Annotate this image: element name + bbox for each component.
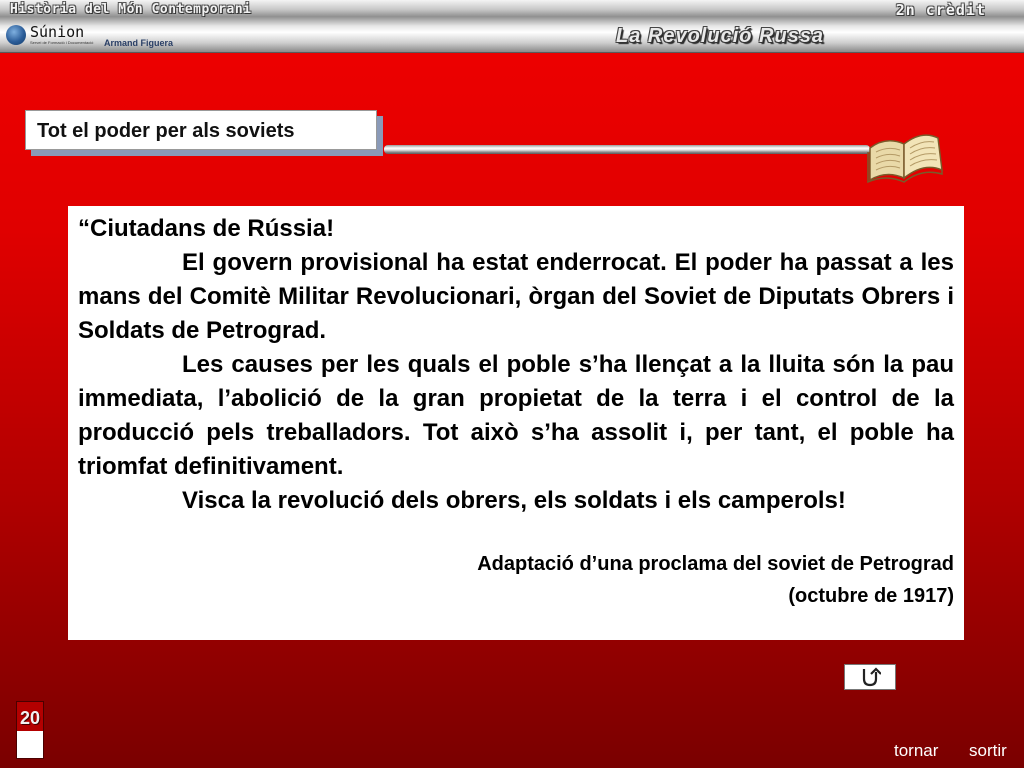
- quote-paragraph: Visca la revolució dels obrers, els soldats i els camperols!: [182, 487, 846, 514]
- quote-source: [78, 548, 954, 612]
- quote-paragraph: El govern provisional ha estat enderrocat. El poder ha passat a les mans del Comitè Militar Revolucionari, òrgan del Soviet de Diputats Obrers i Soldats de Petrograd.: [78, 249, 954, 344]
- sunion-logo: [6, 23, 94, 47]
- page-indicator: [16, 701, 44, 759]
- book-icon: [864, 126, 944, 184]
- return-arrow-icon: [859, 667, 881, 687]
- proclamation-quote: [68, 206, 964, 640]
- section-title: Tot el poder per als soviets: [25, 110, 377, 150]
- quote-opening: “Ciutadans de Rússia!: [78, 215, 335, 242]
- quote-paragraph: Les causes per les quals el poble s’ha llençat a la lluita són la pau immediata, l’abolició de la gran propietat de la terra i el control de la producció pels treballadors. Tot això s’ha assolit i, per tant, el poble ha triomfat definitivament.: [78, 351, 954, 480]
- return-button[interactable]: [844, 664, 896, 690]
- exit-link[interactable]: sortir: [969, 741, 1007, 760]
- logo-emblem-icon: [6, 25, 26, 45]
- unit-title: La Revolució Russa: [616, 25, 825, 47]
- logo-subtitle: Servei de Formació i Documentació: [30, 40, 94, 45]
- back-link[interactable]: tornar: [894, 741, 939, 760]
- course-title: Història del Món Contemporani: [10, 2, 252, 17]
- quote-source-line: Adaptació d’una proclama del soviet de Petrograd: [477, 553, 954, 575]
- header-bar: [0, 0, 1024, 53]
- title-rule: [384, 145, 870, 154]
- credit-label: 2n crèdit: [895, 1, 986, 19]
- logo-name: Súnion: [30, 23, 85, 41]
- quote-source-date: (octubre de 1917): [788, 585, 954, 607]
- author-name: Armand Figuera: [104, 38, 174, 48]
- page-number: 20: [19, 708, 41, 728]
